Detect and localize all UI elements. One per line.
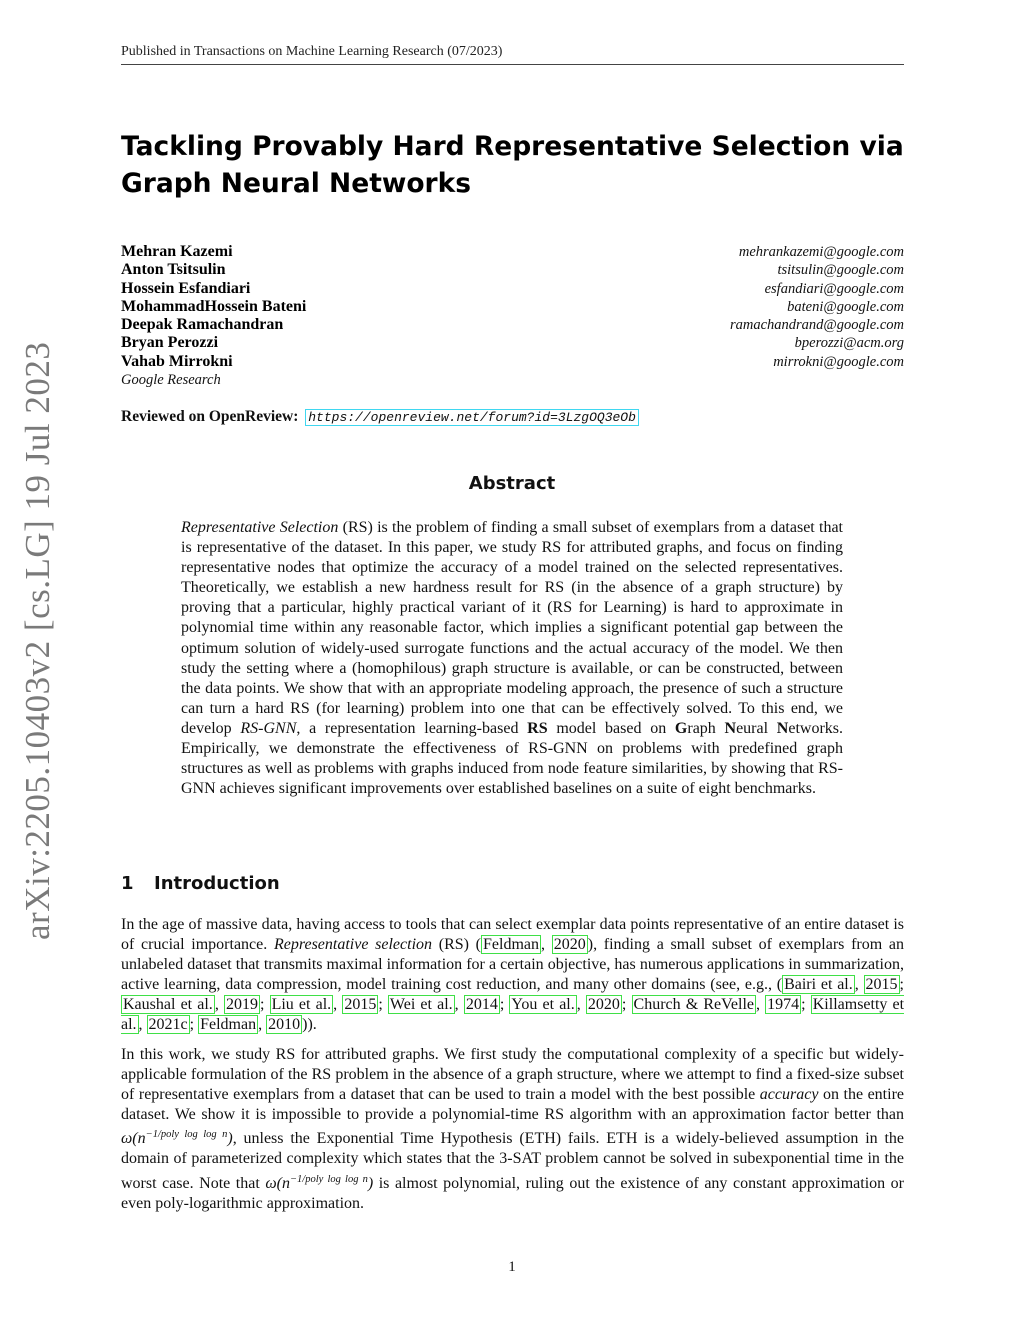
review-line <box>121 408 639 426</box>
citation-link[interactable]: Feldman <box>483 936 540 954</box>
citation-link[interactable]: 2014 <box>465 996 498 1014</box>
citation-link[interactable]: 2020 <box>587 996 620 1014</box>
paper-title: Tackling Provably Hard Representative Selection via Graph Neural Networks <box>121 131 904 199</box>
author-row <box>121 261 904 279</box>
citation-link[interactable]: 2021c <box>148 1016 188 1034</box>
abstract-heading: Abstract <box>468 473 556 494</box>
arxiv-identifier-stamp: arXiv:2205.10403v2 [cs.LG] 19 Jul 2023 <box>18 341 57 940</box>
author-row <box>121 353 904 371</box>
author-name: MohammadHossein Bateni <box>121 297 307 315</box>
section-heading-introduction <box>121 873 280 894</box>
author-email: mehrankazemi@google.com <box>738 244 904 260</box>
author-name: Bryan Perozzi <box>121 334 219 352</box>
citation-link[interactable]: Bairi et al. <box>784 976 853 994</box>
author-email: ramachandrand@google.com <box>729 317 904 334</box>
author-email: tsitsulin@google.com <box>777 262 904 279</box>
math-expression: $\omega(n^{-1/poly log log n})$ <box>121 1129 233 1148</box>
citation-link[interactable]: 2015 <box>344 996 377 1014</box>
citation-link[interactable]: 2019 <box>225 996 258 1014</box>
citation-link[interactable]: Wei et al. <box>389 996 453 1014</box>
citation-link[interactable]: Church & ReVelle <box>633 996 754 1014</box>
author-name: Mehran Kazemi <box>121 243 233 260</box>
author-email: esfandiari@google.com <box>764 280 904 297</box>
section-title: Introduction <box>154 873 280 894</box>
citation-link[interactable]: 2015 <box>865 976 898 994</box>
intro-paragraph-2: In this work, we study RS for attributed graphs. We first study the computational complexity of a specific but widely-applicable formulation of the RS problem in the absence of a graph structure, where we attempt to find a fixed-size subset of representative exemplars from a dataset that can be used to train a model with the best possible accuracy on the entire dataset. We show it is impossible to provide a polynomial-time RS algorithm with an approximation factor better than $\omega(n^{-1/poly log log n})$, unless the Exponential Time Hypothesis (ETH) fails. ETH is a widely-believed assumption in the domain of parameterized complexity which states that the 3-SAT problem cannot be solved in subexponential time in the worst case. Note that $\omega(n^{-1/poly log log n})$ is almost polynomial, ruling out the existence of any constant approximation or even poly-logarithmic approximation. <box>121 1046 905 1212</box>
abstract-body: Representative Selection (RS) is the problem of finding a small subset of exemplars from a dataset that is representative of the dataset. In this paper, we study RS for attributed graphs, and focus on finding representative nodes that optimize the accuracy of a model trained on the selected representatives. Theoretically, we establish a new hardness result for RS (in the absence of a graph structure) by proving that a particular, highly practical variant of it (RS for Learning) is hard to approximate in polynomial time within any reasonable factor, which implies a significant potential gap between the optimum solution of widely-used surrogate functions and the actual accuracy of the model. We then study the setting where a (homophilous) graph structure is available, or can be constructed, between the data points. We show that with an appropriate modeling approach, the presence of such a structure can turn a hard RS (for learning) problem into one that can be effectively solved. To this end, we develop RS-GNN, a representation learning-based RS model based on Graph Neural Networks. Empirically, we demonstrate the effectiveness of RS-GNN on problems with predefined graph structures as well as problems with graphs induced from node feature similarities, by showing that RS-GNN achieves significant improvements over established baselines on a suite of eight benchmarks. <box>181 519 843 798</box>
author-name: Vahab Mirrokni <box>121 352 233 370</box>
author-name: Deepak Ramachandran <box>121 316 284 334</box>
author-email: mirrokni@google.com <box>773 353 904 370</box>
author-row <box>121 316 904 334</box>
review-label: Reviewed on OpenReview: <box>121 408 299 425</box>
citation-link[interactable]: Kaushal et al. <box>123 996 213 1014</box>
author-row <box>121 298 904 316</box>
author-name: Anton Tsitsulin <box>121 261 226 279</box>
section-number: 1 <box>121 873 134 894</box>
citation-link[interactable]: 2010 <box>268 1016 301 1034</box>
rs-term: Representative Selection <box>181 519 339 536</box>
openreview-link[interactable]: https://openreview.net/forum?id=3LzgOQ3eOb <box>305 409 639 426</box>
citation-link[interactable]: 1974 <box>767 996 800 1014</box>
math-expression: $\omega(n^{-1/poly log log n})$ <box>265 1173 374 1192</box>
intro-paragraph-1: In the age of massive data, having access to tools that can select exemplar data points representative of an entire dataset is of crucial importance. Representative selection (RS) ( Feldman , 2020 ), finding a small subset of exemplars from an unlabeled dataset that transmits maximal information for a certain objective, has numerous applications in summarization, active learning, data compression, model training cost reduction, and many other domains (see, e.g., ( Bairi et al. , 2015 ; Kaushal et al. , 2019 ; Liu et al. , 2015 ; Wei et al. , 2014 ; You et al. , 2020 ; Church & ReVelle , 1974 ; Killamsetty et al. , 2021c ; Feldman , 2010 )). <box>121 916 905 1034</box>
running-head: Published in Transactions on Machine Learning Research (07/2023) <box>121 44 904 65</box>
model-name: RS-GNN <box>240 719 297 737</box>
citation-link[interactable]: You et al. <box>511 996 575 1014</box>
author-row <box>121 243 904 261</box>
author-block <box>121 243 904 389</box>
author-email: bateni@google.com <box>787 298 904 315</box>
author-email: bperozzi@acm.org <box>794 335 904 352</box>
citation-link[interactable]: 2020 <box>553 936 586 954</box>
citation-link[interactable]: Killamsetty et al. <box>121 996 905 1034</box>
author-row <box>121 280 904 298</box>
affiliation: Google Research <box>121 372 221 389</box>
citation-link[interactable]: Feldman <box>200 1016 257 1034</box>
citation-link[interactable]: Liu et al. <box>271 996 332 1014</box>
page-number: 1 <box>508 1259 516 1275</box>
author-row <box>121 334 904 352</box>
author-name: Hossein Esfandiari <box>121 279 251 297</box>
